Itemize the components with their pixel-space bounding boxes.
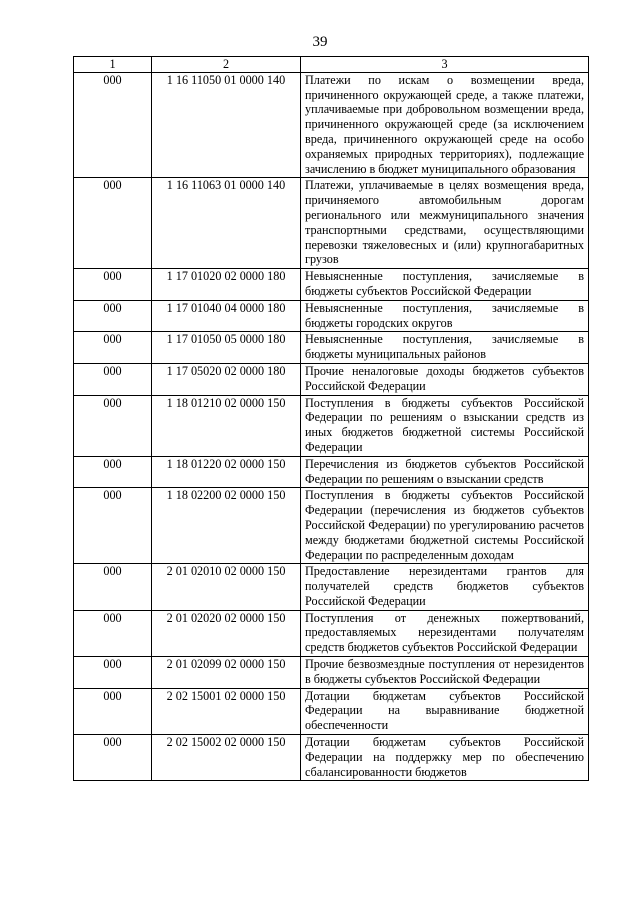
column-header-3: 3 <box>301 57 589 73</box>
income-name-cell: Поступления в бюджеты субъектов Российской Федерации по решениям о взыскании средств из иных бюджетов бюджетной системы Российской Федерации <box>301 395 589 456</box>
income-name-cell: Прочие безвозмездные поступления от нерезидентов в бюджеты субъектов Российской Федерации <box>301 657 589 689</box>
table-row <box>74 178 589 269</box>
administrator-code-cell: 000 <box>74 564 152 610</box>
table-row <box>74 332 589 364</box>
classification-code-cell: 1 17 05020 02 0000 180 <box>152 363 301 395</box>
administrator-code-cell: 000 <box>74 269 152 301</box>
classification-code-cell: 1 18 01220 02 0000 150 <box>152 456 301 488</box>
administrator-code-cell: 000 <box>74 488 152 564</box>
classification-code-cell: 2 02 15002 02 0000 150 <box>152 735 301 781</box>
income-name-cell: Прочие неналоговые доходы бюджетов субъектов Российской Федерации <box>301 363 589 395</box>
table-row <box>74 300 589 332</box>
administrator-code-cell: 000 <box>74 456 152 488</box>
administrator-code-cell: 000 <box>74 610 152 656</box>
income-name-cell: Платежи, уплачиваемые в целях возмещения вреда, причиняемого автомобильным дорогам регионального или межмуниципального значения транспортными средствами, осуществляющими перевозки тяжеловесных и (или) крупногабаритных грузов <box>301 178 589 269</box>
table-row <box>74 72 589 178</box>
classification-code-cell: 1 17 01050 05 0000 180 <box>152 332 301 364</box>
table-row <box>74 363 589 395</box>
administrator-code-cell: 000 <box>74 735 152 781</box>
table-header-row <box>74 57 589 73</box>
classification-code-cell: 2 02 15001 02 0000 150 <box>152 688 301 734</box>
income-name-cell: Невыясненные поступления, зачисляемые в бюджеты субъектов Российской Федерации <box>301 269 589 301</box>
income-name-cell: Предоставление нерезидентами грантов для получателей средств бюджетов субъектов Российской Федерации <box>301 564 589 610</box>
income-name-cell: Перечисления из бюджетов субъектов Российской Федерации по решениям о взыскании средств <box>301 456 589 488</box>
income-name-cell: Невыясненные поступления, зачисляемые в бюджеты городских округов <box>301 300 589 332</box>
income-name-cell: Платежи по искам о возмещении вреда, причиненного окружающей среде, а также платежи, уплачиваемые при добровольном возмещении вреда, причиненного окружающей среде (за исключением вреда, причиненного окружающей среде на особо охраняемых природных территориях), подлежащие зачислению в бюджет муниципального образования <box>301 72 589 178</box>
table-row <box>74 657 589 689</box>
administrator-code-cell: 000 <box>74 363 152 395</box>
classification-code-cell: 1 17 01020 02 0000 180 <box>152 269 301 301</box>
table-row <box>74 564 589 610</box>
table-row <box>74 735 589 781</box>
classification-code-cell: 2 01 02020 02 0000 150 <box>152 610 301 656</box>
classification-code-cell: 1 17 01040 04 0000 180 <box>152 300 301 332</box>
table-row <box>74 395 589 456</box>
income-name-cell: Дотации бюджетам субъектов Российской Федерации на поддержку мер по обеспечению сбалансированности бюджетов <box>301 735 589 781</box>
classification-code-cell: 1 16 11050 01 0000 140 <box>152 72 301 178</box>
income-name-cell: Невыясненные поступления, зачисляемые в бюджеты муниципальных районов <box>301 332 589 364</box>
table-row <box>74 456 589 488</box>
classification-code-cell: 2 01 02099 02 0000 150 <box>152 657 301 689</box>
classification-code-cell: 1 18 01210 02 0000 150 <box>152 395 301 456</box>
classification-code-cell: 1 18 02200 02 0000 150 <box>152 488 301 564</box>
administrator-code-cell: 000 <box>74 688 152 734</box>
table-row <box>74 688 589 734</box>
table-row <box>74 488 589 564</box>
income-codes-table <box>73 56 589 781</box>
income-name-cell: Дотации бюджетам субъектов Российской Федерации на выравнивание бюджетной обеспеченности <box>301 688 589 734</box>
administrator-code-cell: 000 <box>74 300 152 332</box>
classification-code-cell: 1 16 11063 01 0000 140 <box>152 178 301 269</box>
column-header-2: 2 <box>152 57 301 73</box>
administrator-code-cell: 000 <box>74 332 152 364</box>
income-name-cell: Поступления от денежных пожертвований, предоставляемых нерезидентами получателям средств бюджетов субъектов Российской Федерации <box>301 610 589 656</box>
page-number: 39 <box>312 34 328 50</box>
table-row <box>74 610 589 656</box>
table-row <box>74 269 589 301</box>
administrator-code-cell: 000 <box>74 395 152 456</box>
administrator-code-cell: 000 <box>74 72 152 178</box>
classification-code-cell: 2 01 02010 02 0000 150 <box>152 564 301 610</box>
administrator-code-cell: 000 <box>74 657 152 689</box>
column-header-1: 1 <box>74 57 152 73</box>
income-name-cell: Поступления в бюджеты субъектов Российской Федерации (перечисления из бюджетов субъектов Российской Федерации) по урегулированию расчетов между бюджетами бюджетной системы Российской Федерации по распределенным доходам <box>301 488 589 564</box>
administrator-code-cell: 000 <box>74 178 152 269</box>
